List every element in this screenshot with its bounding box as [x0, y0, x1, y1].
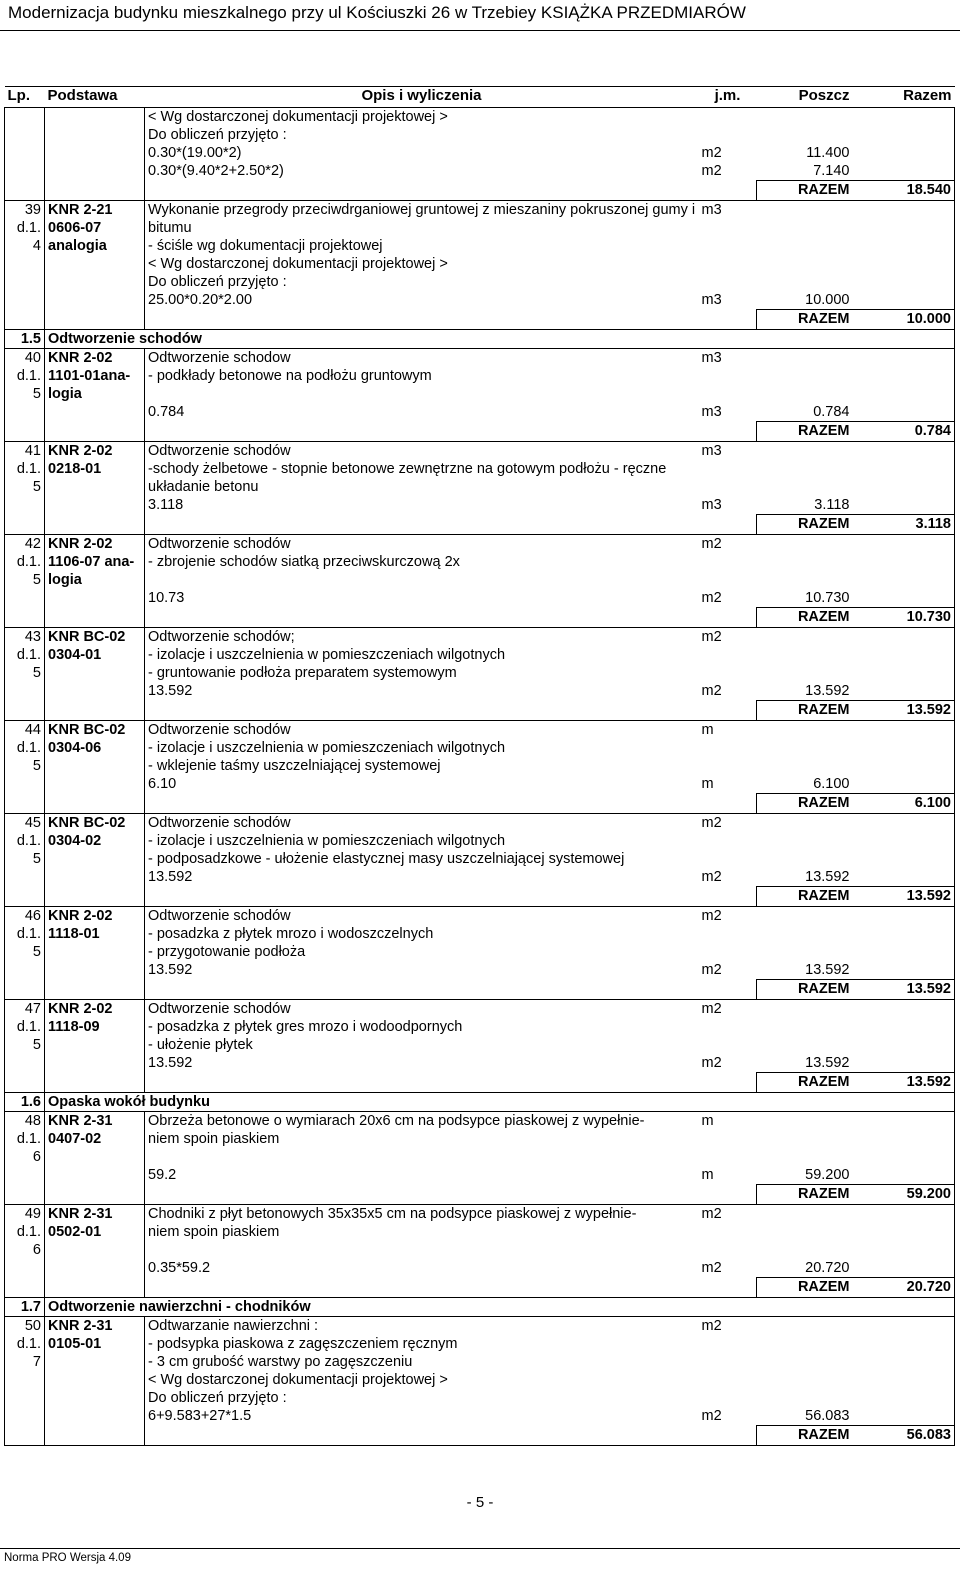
item-basis-line: KNR 2-21	[48, 202, 113, 218]
sum-label: RAZEM	[757, 422, 853, 442]
item-basis-line: 0304-06	[48, 740, 102, 756]
item-description	[145, 1205, 699, 1259]
section-title: Odtworzenie nawierzchni - chodników	[45, 1298, 853, 1317]
opis-line: Odtwarzanie nawierzchni :	[148, 1318, 319, 1334]
item-number	[5, 535, 45, 589]
sum-label: RAZEM	[757, 515, 853, 535]
sum-label: RAZEM	[757, 1426, 853, 1446]
sum-label: RAZEM	[757, 980, 853, 1000]
item-number	[5, 814, 45, 868]
item-basis-line: KNR BC-02	[48, 815, 126, 831]
calc-value: 20.720	[805, 1260, 850, 1276]
item-number-line: d.1.	[16, 461, 41, 477]
item-unit: m2	[701, 1001, 722, 1017]
item-description	[145, 535, 699, 589]
calc-row	[5, 1166, 955, 1185]
sum-label: RAZEM	[757, 310, 853, 330]
item-unit: m2	[701, 908, 722, 924]
calc-expression: 0.35*59.2	[145, 1259, 699, 1278]
opis-line: - przygotowanie podłoża	[148, 944, 306, 960]
col-header-razem: Razem	[853, 87, 955, 108]
opis-line: Odtworzenie schodów	[148, 1001, 291, 1017]
item-number	[5, 201, 45, 291]
col-header-jm: j.m.	[699, 87, 757, 108]
item-number-line: 5	[32, 386, 41, 402]
calc-value: 11.400	[806, 145, 850, 161]
item-basis-line: 0502-01	[48, 1224, 102, 1240]
col-header-podstawa: Podstawa	[45, 87, 145, 108]
sum-row	[5, 701, 955, 721]
calc-value: 10.000	[805, 292, 850, 308]
item-number-line: 5	[32, 758, 41, 774]
sum-row	[5, 422, 955, 442]
item-description	[145, 721, 699, 775]
item-unit: m2	[701, 815, 722, 831]
calc-expression: 13.592	[145, 682, 699, 701]
item-basis	[45, 907, 145, 961]
item-row	[5, 442, 955, 496]
opis-line: Odtworzenie schodów	[148, 908, 291, 924]
item-basis-line: 0105-01	[48, 1336, 102, 1352]
item-number-line: d.1.	[16, 1131, 41, 1147]
calc-unit: m2	[701, 163, 722, 179]
item-number-line: 43	[24, 629, 41, 645]
opis-line: - 3 cm grubość warstwy po zagęszczeniu	[148, 1354, 413, 1370]
sum-row	[5, 608, 955, 628]
table-body	[5, 108, 955, 1446]
item-number-line: 6	[32, 1149, 41, 1165]
sum-value: 10.730	[853, 608, 955, 628]
opis-line: Odtworzenie schodów	[148, 815, 291, 831]
opis-line: Do obliczeń przyjęto :	[148, 1390, 287, 1406]
calc-expression: 0.30*(9.40*2+2.50*2)	[145, 162, 699, 181]
calc-row	[5, 868, 955, 887]
item-number	[5, 721, 45, 775]
opis-line: Do obliczeń przyjęto :	[148, 274, 287, 290]
item-description	[145, 201, 699, 291]
item-number-line: d.1.	[16, 220, 41, 236]
item-number-line: 5	[32, 479, 41, 495]
calc-value: 6.100	[813, 776, 850, 792]
calc-value: 0.784	[813, 404, 850, 420]
item-number	[5, 628, 45, 682]
item-basis	[45, 721, 145, 775]
calc-row	[5, 496, 955, 515]
calc-expression: 25.00*0.20*2.00	[145, 291, 699, 310]
table-header-row	[5, 87, 955, 108]
item-number	[5, 907, 45, 961]
calc-value: 13.592	[805, 683, 850, 699]
sum-value: 13.592	[853, 887, 955, 907]
item-basis	[45, 814, 145, 868]
opis-line: - ściśle wg dokumentacji projektowej	[148, 238, 383, 254]
page-header-title: Modernizacja budynku mieszkalnego przy ul Kościuszki 26 w Trzebiey KSIĄŻKA PRZEDMIARÓW	[8, 3, 746, 22]
footer-rule	[0, 1548, 960, 1549]
calc-unit: m3	[701, 404, 722, 420]
item-basis	[45, 201, 145, 291]
section-row	[5, 330, 955, 349]
sum-label: RAZEM	[757, 701, 853, 721]
opis-line: Wykonanie przegrody przeciwdrganiowej gruntowej z mieszaniny pokruszonej gumy i bitumu	[148, 202, 696, 236]
item-number-line: 41	[24, 443, 41, 459]
item-number-line: d.1.	[16, 740, 41, 756]
section-title: Odtworzenie schodów	[45, 330, 853, 349]
calc-row	[5, 1259, 955, 1278]
opis-line: < Wg dostarczonej dokumentacji projektowej >	[148, 1372, 448, 1388]
item-number-line: 6	[32, 1242, 41, 1258]
opis-line: -schody żelbetowe - stopnie betonowe zewnętrzne na gotowym podłożu - ręczne układanie betonu	[148, 461, 667, 495]
item-number-line: d.1.	[16, 833, 41, 849]
item-row	[5, 1112, 955, 1166]
opis-line: Odtworzenie schodów	[148, 536, 291, 552]
item-basis-line: 0304-02	[48, 833, 102, 849]
item-basis	[45, 1112, 145, 1166]
calc-value: 13.592	[805, 869, 850, 885]
item-description	[145, 628, 699, 682]
item-number-line: 45	[24, 815, 41, 831]
sum-label: RAZEM	[757, 1073, 853, 1093]
calc-unit: m2	[701, 683, 722, 699]
item-number-line: d.1.	[16, 554, 41, 570]
calc-value: 3.118	[814, 497, 850, 513]
opis-line: Odtworzenie schodów	[148, 722, 291, 738]
opis-line: Odtworzenie schodów	[148, 443, 291, 459]
calc-unit: m3	[701, 497, 722, 513]
item-unit: m	[701, 1113, 714, 1129]
section-title: Opaska wokół budynku	[45, 1093, 853, 1112]
calc-expression: 6+9.583+27*1.5	[145, 1407, 699, 1426]
item-number-line: 7	[32, 1354, 41, 1370]
item-basis-line: logia	[48, 572, 82, 588]
item-row	[5, 814, 955, 868]
calc-row	[5, 291, 955, 310]
item-basis-line: KNR 2-02	[48, 350, 113, 366]
item-unit: m2	[701, 629, 722, 645]
item-number-line: d.1.	[16, 926, 41, 942]
opis-line: < Wg dostarczonej dokumentacji projektowej >	[148, 109, 448, 125]
item-basis-line: KNR 2-02	[48, 1001, 113, 1017]
sum-value: 13.592	[853, 980, 955, 1000]
sum-row	[5, 181, 955, 201]
sum-label: RAZEM	[757, 887, 853, 907]
sum-value: 20.720	[853, 1278, 955, 1298]
calc-row	[5, 403, 955, 422]
calc-row	[5, 144, 955, 162]
item-number	[5, 349, 45, 403]
item-row	[5, 1317, 955, 1407]
item-description	[145, 1112, 699, 1166]
calc-expression: 3.118	[145, 496, 699, 515]
item-number-line: 46	[24, 908, 41, 924]
calc-expression: 6.10	[145, 775, 699, 794]
item-number-line: 39	[24, 202, 41, 218]
calc-unit: m2	[701, 1055, 722, 1071]
item-row	[5, 535, 955, 589]
sum-row	[5, 1073, 955, 1093]
item-basis	[45, 628, 145, 682]
calc-unit: m3	[701, 292, 722, 308]
opis-line: - podposadzkowe - ułożenie elastycznej masy uszczelniającej systemowej	[148, 851, 625, 867]
calc-unit: m2	[701, 1408, 722, 1424]
calc-expression: 13.592	[145, 961, 699, 980]
calc-row	[5, 1407, 955, 1426]
calc-unit: m2	[701, 590, 722, 606]
item-number-line: 5	[32, 851, 41, 867]
quantities-table	[4, 86, 955, 1446]
item-unit: m3	[701, 443, 722, 459]
item-basis	[45, 1205, 145, 1259]
calc-expression: 0.784	[145, 403, 699, 422]
sum-value: 13.592	[853, 701, 955, 721]
opis-line: - podsypka piaskowa z zagęszczeniem ręcznym	[148, 1336, 458, 1352]
calc-unit: m	[701, 1167, 714, 1183]
sum-label: RAZEM	[757, 181, 853, 201]
opis-line: niem spoin piaskiem	[148, 1131, 280, 1147]
item-number-line: 5	[32, 944, 41, 960]
opis-line: Chodniki z płyt betonowych 35x35x5 cm na podsypce piaskowej z wypełnie-	[148, 1206, 637, 1222]
sum-value: 6.100	[853, 794, 955, 814]
sum-row	[5, 1426, 955, 1446]
item-number-line: 50	[24, 1318, 41, 1334]
calc-value: 10.730	[805, 590, 850, 606]
opis-line: Do obliczeń przyjęto :	[148, 127, 287, 143]
item-basis-line: KNR BC-02	[48, 722, 126, 738]
item-row	[5, 349, 955, 403]
calc-value: 7.140	[813, 163, 850, 179]
calc-expression: 0.30*(19.00*2)	[145, 144, 699, 162]
item-number-line: 4	[32, 238, 41, 254]
item-number-line: 42	[24, 536, 41, 552]
sum-row	[5, 310, 955, 330]
sum-value: 56.083	[853, 1426, 955, 1446]
item-row	[5, 1205, 955, 1259]
item-basis-line: 1101-01ana-	[48, 368, 131, 384]
opis-line: - posadzka z płytek mrozo i wodoszczelnych	[148, 926, 434, 942]
item-basis-line: KNR 2-02	[48, 908, 113, 924]
calc-unit: m2	[701, 1260, 722, 1276]
item-basis-line: 0304-01	[48, 647, 102, 663]
sum-row	[5, 887, 955, 907]
item-basis-line: KNR 2-02	[48, 443, 113, 459]
item-basis	[45, 535, 145, 589]
item-basis	[45, 1000, 145, 1054]
sum-row	[5, 1278, 955, 1298]
calc-expression: 13.592	[145, 1054, 699, 1073]
opis-line: < Wg dostarczonej dokumentacji projektowej >	[148, 256, 448, 272]
item-number-line: d.1.	[16, 647, 41, 663]
col-header-poszcz: Poszcz	[757, 87, 853, 108]
item-number	[5, 1205, 45, 1259]
sum-value: 0.784	[853, 422, 955, 442]
sum-label: RAZEM	[757, 608, 853, 628]
item-number	[5, 1000, 45, 1054]
opis-line: - izolacje i uszczelnienia w pomieszczeniach wilgotnych	[148, 647, 506, 663]
item-number-line: 44	[24, 722, 41, 738]
header-rule	[0, 30, 960, 31]
item-unit: m2	[701, 1206, 722, 1222]
item-row	[5, 907, 955, 961]
opis-line: - izolacje i uszczelnienia w pomieszczeniach wilgotnych	[148, 740, 506, 756]
sum-row	[5, 1185, 955, 1205]
item-number-line: 5	[32, 665, 41, 681]
item-number-line: 5	[32, 1037, 41, 1053]
calc-value: 13.592	[805, 1055, 850, 1071]
calc-row	[5, 961, 955, 980]
section-row	[5, 1093, 955, 1112]
item-number-line: 5	[32, 572, 41, 588]
item-number-line: d.1.	[16, 1019, 41, 1035]
calc-value: 59.200	[805, 1167, 850, 1183]
item-number-line: 49	[24, 1206, 41, 1222]
opis-line: - gruntowanie podłoża preparatem systemowym	[148, 665, 457, 681]
sum-value: 13.592	[853, 1073, 955, 1093]
item-basis-line: KNR BC-02	[48, 629, 126, 645]
item-description	[145, 1000, 699, 1054]
calc-expression: 10.73	[145, 589, 699, 608]
opis-line: - izolacje i uszczelnienia w pomieszczeniach wilgotnych	[148, 833, 506, 849]
item-unit: m3	[701, 350, 722, 366]
continuation-row	[5, 108, 955, 145]
item-basis-line: 0407-02	[48, 1131, 102, 1147]
item-number-line: 48	[24, 1113, 41, 1129]
item-description	[145, 1317, 699, 1407]
sum-value: 59.200	[853, 1185, 955, 1205]
page-number: - 5 -	[466, 1494, 494, 1511]
item-unit: m3	[701, 202, 722, 218]
calc-row	[5, 162, 955, 181]
item-description	[145, 349, 699, 403]
item-row	[5, 721, 955, 775]
section-number: 1.6	[5, 1093, 45, 1112]
opis-line: - zbrojenie schodów siatką przeciwskurczową 2x	[148, 554, 460, 570]
section-number: 1.7	[5, 1298, 45, 1317]
item-basis	[45, 442, 145, 496]
opis-line: niem spoin piaskiem	[148, 1224, 280, 1240]
item-row	[5, 628, 955, 682]
calc-row	[5, 1054, 955, 1073]
item-number-line: 40	[24, 350, 41, 366]
opis-line: - posadzka z płytek gres mrozo i wodoodpornych	[148, 1019, 463, 1035]
calc-row	[5, 682, 955, 701]
sum-value: 10.000	[853, 310, 955, 330]
item-basis-line: KNR 2-31	[48, 1318, 113, 1334]
calc-value: 13.592	[805, 962, 850, 978]
item-number-line: 47	[24, 1001, 41, 1017]
item-unit: m	[701, 722, 714, 738]
software-version: Norma PRO Wersja 4.09	[4, 1552, 131, 1564]
item-basis	[45, 1317, 145, 1407]
item-basis-line: analogia	[48, 238, 107, 254]
calc-unit: m2	[701, 869, 722, 885]
calc-unit: m	[701, 776, 714, 792]
item-number	[5, 1317, 45, 1407]
calc-expression: 13.592	[145, 868, 699, 887]
item-basis-line: 1106-07 ana-	[48, 554, 135, 570]
bill-of-quantities	[4, 86, 954, 1446]
item-basis	[45, 349, 145, 403]
opis-line: - podkłady betonowe na podłożu gruntowym	[148, 368, 432, 384]
item-basis-line: 0218-01	[48, 461, 102, 477]
item-basis-line: 1118-09	[48, 1019, 100, 1035]
calc-expression: 59.2	[145, 1166, 699, 1185]
item-basis-line: logia	[48, 386, 82, 402]
opis-line: - ułożenie płytek	[148, 1037, 253, 1053]
item-unit: m2	[701, 1318, 722, 1334]
col-header-opis: Opis i wyliczenia	[145, 87, 699, 108]
item-number	[5, 1112, 45, 1166]
sum-value: 18.540	[853, 181, 955, 201]
item-number-line: d.1.	[16, 368, 41, 384]
opis-line: Odtworzenie schodów;	[148, 629, 295, 645]
item-basis-line: 0606-07	[48, 220, 102, 236]
sum-row	[5, 794, 955, 814]
calc-unit: m2	[701, 145, 722, 161]
section-number: 1.5	[5, 330, 45, 349]
calc-row	[5, 589, 955, 608]
item-row	[5, 201, 955, 291]
item-description	[145, 814, 699, 868]
item-number-line: d.1.	[16, 1224, 41, 1240]
item-number-line: d.1.	[16, 1336, 41, 1352]
calc-value: 56.083	[805, 1408, 850, 1424]
calc-row	[5, 775, 955, 794]
calc-unit: m2	[701, 962, 722, 978]
item-number	[5, 442, 45, 496]
sum-label: RAZEM	[757, 1278, 853, 1298]
item-description	[145, 907, 699, 961]
item-unit: m2	[701, 536, 722, 552]
opis-line: Odtworzenie schodow	[148, 350, 291, 366]
sum-value: 3.118	[853, 515, 955, 535]
item-basis-line: KNR 2-02	[48, 536, 113, 552]
sum-label: RAZEM	[757, 794, 853, 814]
item-description	[145, 442, 699, 496]
section-row	[5, 1298, 955, 1317]
sum-label: RAZEM	[757, 1185, 853, 1205]
opis-line: Obrzeża betonowe o wymiarach 20x6 cm na podsypce piaskowej z wypełnie-	[148, 1113, 645, 1129]
sum-row	[5, 980, 955, 1000]
item-basis-line: KNR 2-31	[48, 1113, 113, 1129]
opis-line: - wklejenie taśmy uszczelniającej systemowej	[148, 758, 441, 774]
item-basis-line: KNR 2-31	[48, 1206, 113, 1222]
col-header-lp: Lp.	[5, 87, 45, 108]
item-row	[5, 1000, 955, 1054]
item-basis-line: 1118-01	[48, 926, 100, 942]
sum-row	[5, 515, 955, 535]
